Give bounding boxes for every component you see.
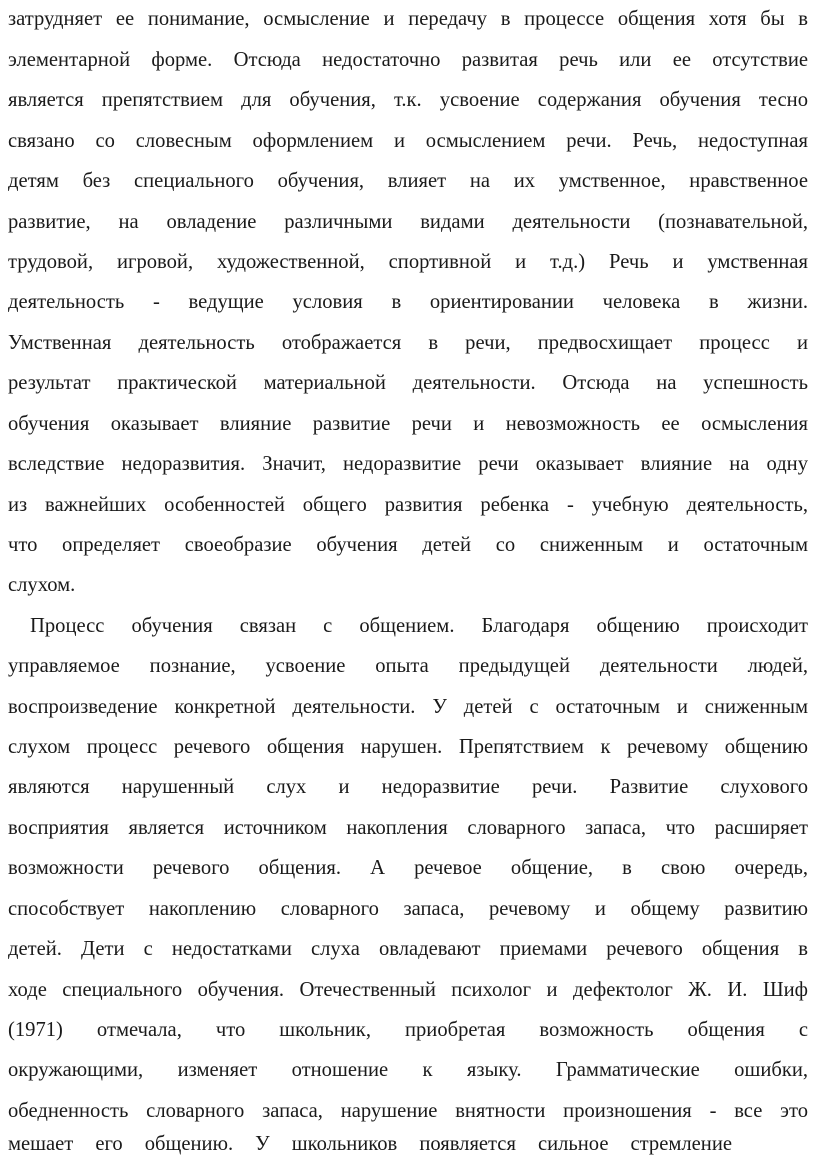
- text-line: мешает его общению. У школьников появляется сильное стремление: [8, 1133, 732, 1155]
- text-line: управляемое познание, усвоение опыта предыдущей деятельности людей,: [8, 655, 808, 677]
- text-line: окружающими, изменяет отношение к языку. Грамматические ошибки,: [8, 1059, 808, 1081]
- paragraph-last-line: слухом.: [8, 574, 76, 596]
- text-line: детей. Дети с недостатками слуха овладевают приемами речевого общения в: [8, 938, 808, 960]
- text-line: возможности речевого общения. А речевое общение, в свою очередь,: [8, 857, 808, 879]
- text-line: восприятия является источником накопления словарного запаса, что расширяет: [8, 817, 808, 839]
- text-line: являются нарушенный слух и недоразвитие речи. Развитие слухового: [8, 776, 808, 798]
- text-line: затрудняет ее понимание, осмысление и передачу в процессе общения хотя бы в: [8, 8, 808, 30]
- text-line: способствует накоплению словарного запаса, речевому и общему развитию: [8, 898, 808, 920]
- text-line: обедненность словарного запаса, нарушение внятности произношения - все это: [8, 1100, 808, 1122]
- text-line: вследствие недоразвития. Значит, недоразвитие речи оказывает влияние на одну: [8, 453, 808, 475]
- text-line: деятельность - ведущие условия в ориентировании человека в жизни.: [8, 291, 808, 313]
- text-line: связано со словесным оформлением и осмыслением речи. Речь, недоступная: [8, 130, 808, 152]
- text-line: слухом процесс речевого общения нарушен. Препятствием к речевому общению: [8, 736, 808, 758]
- text-line: детям без специального обучения, влияет на их умственное, нравственное: [8, 170, 808, 192]
- paragraph-first-line: Процесс обучения связан с общением. Благодаря общению происходит: [30, 615, 808, 637]
- text-line: из важнейших особенностей общего развития ребенка - учебную деятельность,: [8, 494, 808, 516]
- text-line: является препятствием для обучения, т.к. усвоение содержания обучения тесно: [8, 89, 808, 111]
- text-line: что определяет своеобразие обучения детей со сниженным и остаточным: [8, 534, 808, 556]
- text-line: обучения оказывает влияние развитие речи и невозможность ее осмысления: [8, 413, 808, 435]
- text-line: развитие, на овладение различными видами деятельности (познавательной,: [8, 211, 808, 233]
- text-line: результат практической материальной деятельности. Отсюда на успешность: [8, 372, 808, 394]
- text-line: (1971) отмечала, что школьник, приобретая возможность общения с: [8, 1019, 808, 1041]
- text-line: ходе специального обучения. Отечественный психолог и дефектолог Ж. И. Шиф: [8, 979, 808, 1001]
- text-line: Умственная деятельность отображается в речи, предвосхищает процесс и: [8, 332, 808, 354]
- text-line: трудовой, игровой, художественной, спортивной и т.д.) Речь и умственная: [8, 251, 808, 273]
- text-line: элементарной форме. Отсюда недостаточно развитая речь или ее отсутствие: [8, 49, 808, 71]
- text-line: воспроизведение конкретной деятельности. У детей с остаточным и сниженным: [8, 696, 808, 718]
